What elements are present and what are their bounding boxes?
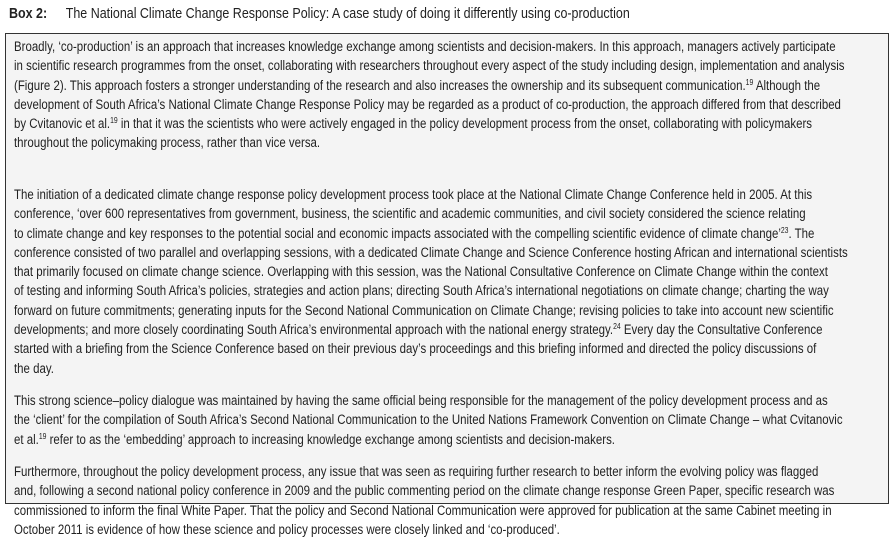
text-box — [5, 33, 889, 537]
text-span: October 2011 is evidence of how these science and policy processes were closely linked and ‘co-produced’. — [14, 521, 560, 537]
text-line — [14, 391, 843, 410]
text-span: of testing and informing South Africa’s policies, strategies and action plans; directing South Africa’s international negotiations on climate change; charting the way — [14, 283, 829, 299]
text-span: the day. — [14, 360, 54, 376]
text-line — [14, 410, 843, 429]
text-line — [14, 56, 844, 75]
text-span: conference, ‘over 600 representatives from government, business, the scientific and academic communities, and civil society considered the science relating — [14, 206, 806, 222]
text-line — [14, 133, 844, 152]
text-span: in that it was the scientists who were actively engaged in the policy development process from the onset, collaborating with policymakers — [117, 116, 812, 132]
text-line — [14, 37, 844, 56]
text-line — [14, 243, 848, 262]
text-span: the ‘client’ for the compilation of South Africa’s Second National Communication to the United Nations Framework Convention on Climate Change – what Cvitanovic — [14, 412, 843, 428]
text-line — [14, 359, 848, 378]
text-span: (Figure 2). This approach fosters a stronger understanding of the research and also increases the ownership and its subsequent communication. — [14, 77, 746, 93]
text-line — [14, 204, 848, 223]
text-line — [14, 114, 844, 133]
text-line — [14, 224, 848, 243]
box-title: The National Climate Change Response Policy: A case study of doing it differently using co-production — [65, 6, 630, 22]
citation-superscript: 23 — [780, 225, 789, 235]
text-line — [14, 262, 848, 281]
text-span: that primarily focused on climate change science. Overlapping with this session, was the National Consultative Conference on Climate Change within the context — [14, 264, 828, 280]
text-span: Broadly, ‘co-production’ is an approach that increases knowledge exchange among scientists and decision-makers. In this approach, managers actively participate — [14, 39, 836, 54]
text-line — [14, 281, 848, 300]
text-span: The initiation of a dedicated climate change response policy development process took place at the National Climate Change Conference held in 2005. At this — [14, 187, 813, 202]
paragraph-3 — [14, 391, 896, 449]
text-line — [14, 76, 844, 95]
paragraph-1 — [14, 37, 896, 153]
text-span: and, following a second national policy conference in 2009 and the public commenting period on the climate change response Green Paper, specific research was — [14, 483, 835, 499]
text-span: throughout the policymaking process, rather than vice versa. — [14, 135, 321, 151]
text-span: developments; and more closely coordinating South Africa’s environmental approach with the national energy strategy. — [14, 322, 614, 338]
citation-superscript: 19 — [745, 77, 754, 87]
text-line — [14, 185, 848, 204]
text-span: . The — [788, 225, 815, 241]
text-line — [14, 481, 834, 500]
text-span: This strong science–policy dialogue was maintained by having the same official being responsible for the management of the policy development process and as — [14, 393, 828, 408]
text-line — [14, 95, 844, 114]
text-span: Furthermore, throughout the policy development process, any issue that was seen as requiring further research to better inform the evolving policy was flagged — [14, 464, 819, 479]
text-span: Although the — [753, 77, 821, 93]
text-span: conference consisted of two parallel and overlapping sessions, with a dedicated Climate Change and Science Conference hosting African and international scientists — [14, 244, 848, 260]
box-header — [9, 4, 630, 24]
citation-superscript: 19 — [38, 431, 47, 441]
text-span: by Cvitanovic et al. — [14, 116, 111, 132]
paragraph-2 — [14, 185, 896, 378]
text-span: et al. — [14, 431, 39, 447]
citation-superscript: 24 — [613, 322, 621, 332]
paragraph-4 — [14, 462, 896, 539]
text-span: commissioned to inform the final White Paper. That the policy and Second National Communication were approved for publication at the same Cabinet meeting in — [14, 502, 832, 518]
text-span: to climate change and key responses to the potential social and economic impacts associated with the compelling scientific evidence of climate change’ — [14, 225, 781, 241]
text-span: refer to as the ‘embedding’ approach to increasing knowledge exchange among scientists and decision-makers. — [46, 431, 615, 447]
text-span: Every day the Consultative Conference — [620, 322, 823, 338]
text-line — [14, 320, 848, 339]
text-line — [14, 520, 834, 539]
text-span: in scientific research programmes from the onset, collaborating with researchers throughout every aspect of the study including design, implementation and analysis — [14, 58, 845, 74]
text-line — [14, 339, 848, 358]
text-span: development of South Africa’s National Climate Change Response Policy may be regarded as a product of co-production, the approach differed from that described — [14, 96, 841, 112]
text-span: forward on future commitments; generating inputs for the Second National Communication on Climate Change; revising policies to take into account new scientific — [14, 302, 834, 318]
text-span: started with a briefing from the Science Conference based on their previous day’s proceedings and this briefing informed and directed the policy discussions of — [14, 341, 817, 357]
text-line — [14, 462, 834, 481]
citation-superscript: 19 — [110, 116, 118, 126]
box-label: Box 2: — [9, 6, 48, 22]
text-line — [14, 301, 848, 320]
text-line — [14, 430, 843, 449]
